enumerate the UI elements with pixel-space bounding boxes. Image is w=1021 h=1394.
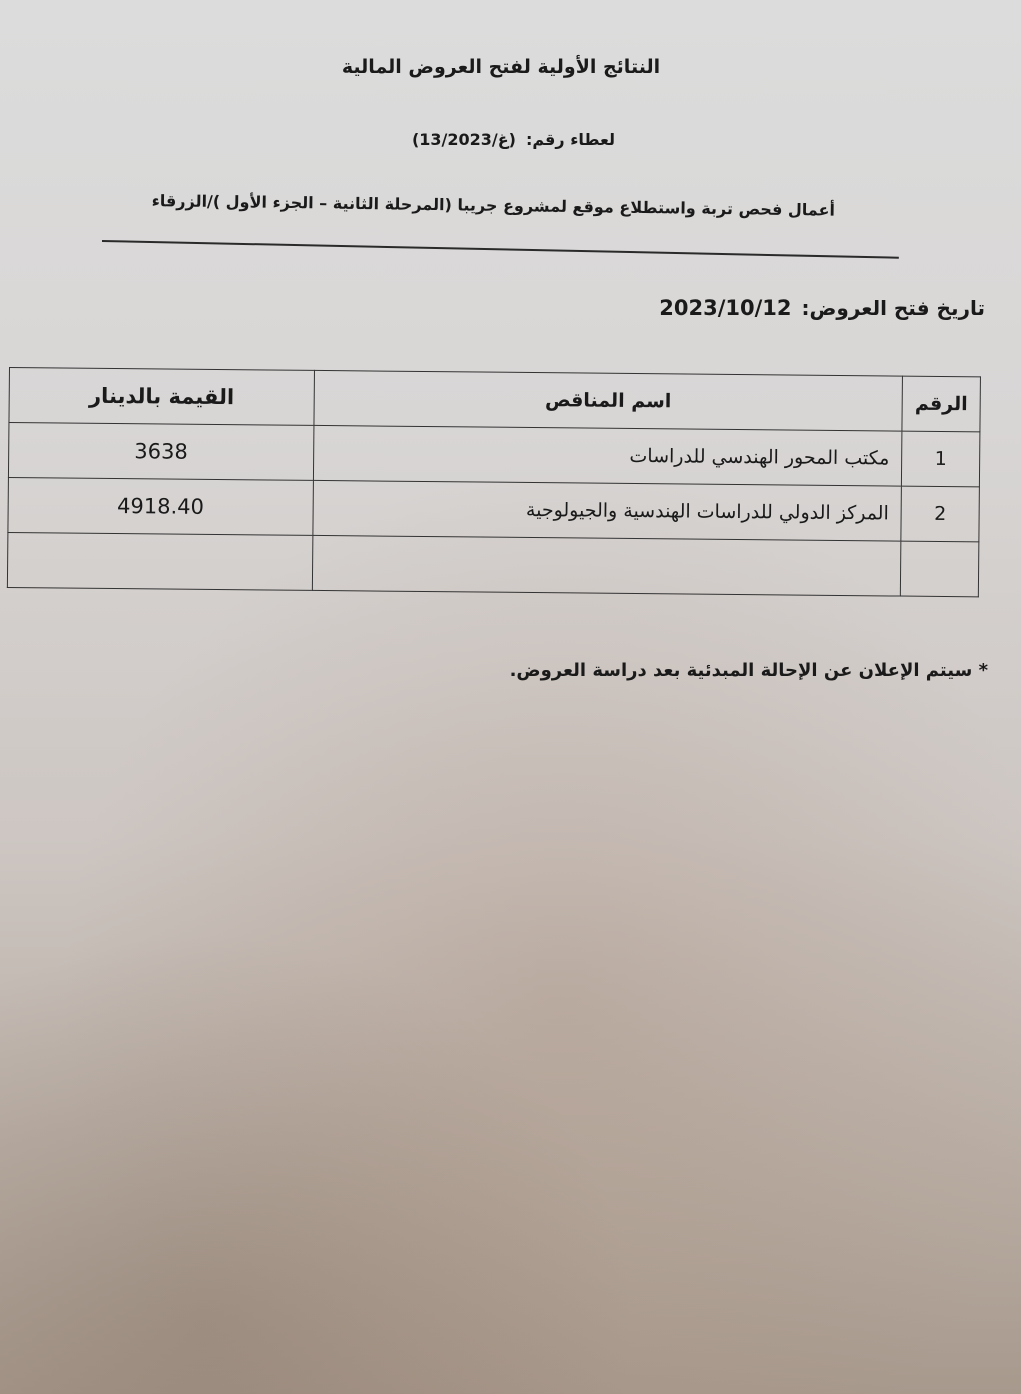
header-bidder: اسم المناقص: [314, 370, 903, 431]
opening-date-label: تاريخ فتح العروض:: [801, 296, 985, 320]
opening-date-line: [659, 296, 985, 320]
document-title: النتائج الأولية لفتح العروض المالية: [341, 56, 661, 78]
header-number: الرقم: [902, 376, 980, 432]
row-number: 1: [902, 431, 980, 487]
project-description: أعمال فحص تربة واستطلاع موقع لمشروع جريبا (المرحلة الثانية – الجزء الأول )/الزرقاء: [151, 191, 836, 220]
table-row: [8, 477, 979, 541]
tender-number-value: (13/غ/2023): [411, 130, 516, 149]
row-value: 4918.40: [8, 477, 313, 535]
table-row: [7, 532, 978, 596]
row-number: [901, 541, 979, 597]
row-bidder: المركز الدولي للدراسات الهندسية والجيولوجية: [313, 480, 902, 541]
table-header-row: [9, 368, 980, 432]
opening-date-value: 2023/10/12: [659, 296, 792, 320]
bids-table: [7, 367, 981, 597]
row-value: 3638: [8, 423, 313, 481]
table-row: [8, 423, 979, 487]
announcement-note: * سيتم الإعلان عن الإحالة المبدئية بعد دراسة العروض.: [509, 660, 988, 681]
tender-number-line: [405, 130, 615, 149]
row-bidder: مكتب المحور الهندسي للدراسات: [313, 425, 902, 486]
row-value: [7, 532, 312, 590]
header-value: القيمة بالدينار: [9, 368, 314, 426]
row-bidder: [312, 535, 901, 596]
tender-number-label: لعطاء رقم:: [525, 130, 615, 149]
divider-line: [102, 240, 899, 259]
row-number: 2: [901, 486, 979, 542]
